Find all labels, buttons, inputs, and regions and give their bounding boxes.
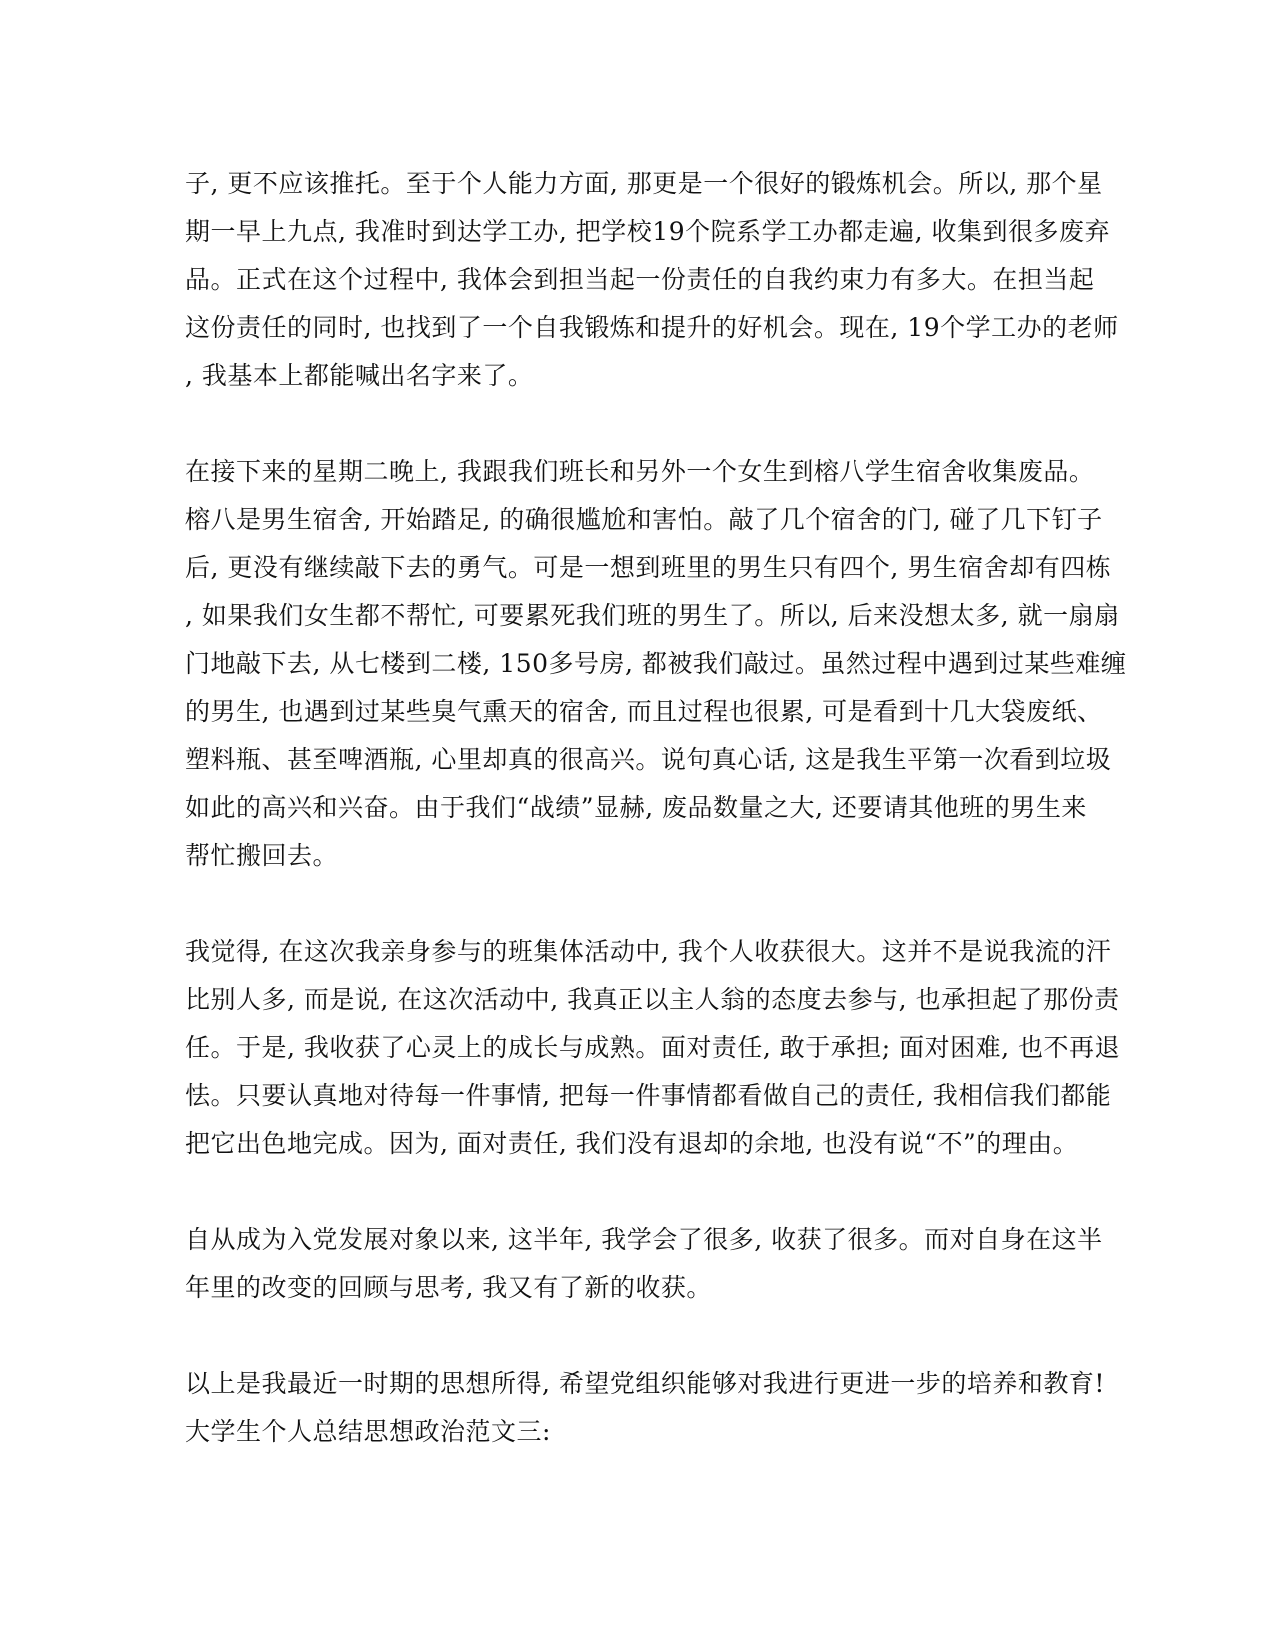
text-line: 比别人多, 而是说, 在这次活动中, 我真正以主人翁的态度去参与, 也承担起了那份责 [185,985,1120,1014]
paragraph-5 [185,1360,1105,1456]
text-line: 自从成为入党发展对象以来, 这半年, 我学会了很多, 收获了很多。而对自身在这半 [185,1225,1103,1254]
text-line: 品。正式在这个过程中, 我体会到担当起一份责任的自我约束力有多大。在担当起 [185,265,1095,294]
text-line: 把它出色地完成。因为, 面对责任, 我们没有退却的余地, 也没有说“不”的理由。 [185,1129,1079,1158]
paragraph-4 [185,1216,1103,1312]
paragraph-spacer [185,1168,1095,1216]
text-line: 帮忙搬回去。 [185,841,339,870]
paragraph-1 [185,160,1119,400]
text-line: 我觉得, 在这次我亲身参与的班集体活动中, 我个人收获很大。这并不是说我流的汗 [185,937,1112,966]
paragraph-3 [185,928,1121,1168]
document-body [185,160,1127,1456]
text-line: 在接下来的星期二晚上, 我跟我们班长和另外一个女生到榕八学生宿舍收集废品。 [185,457,1095,486]
paragraph-spacer [185,400,1095,448]
text-line: 后, 更没有继续敲下去的勇气。可是一想到班里的男生只有四个, 男生宿舍却有四栋 [185,553,1112,582]
paragraph-spacer [185,880,1095,928]
text-line: , 如果我们女生都不帮忙, 可要累死我们班的男生了。所以, 后来没想太多, 就一扇扇 [185,601,1120,630]
text-line: 如此的高兴和兴奋。由于我们“战绩”显赫, 废品数量之大, 还要请其他班的男生来 [185,793,1087,822]
text-line: 以上是我最近一时期的思想所得, 希望党组织能够对我进行更进一步的培养和教育! [185,1369,1105,1398]
text-line: 子, 更不应该推托。至于个人能力方面, 那更是一个很好的锻炼机会。所以, 那个星 [185,169,1103,198]
text-line: , 我基本上都能喊出名字来了。 [185,361,534,390]
text-line: 这份责任的同时, 也找到了一个自我锻炼和提升的好机会。现在, 19个学工办的老师 [185,313,1119,342]
text-line: 怯。只要认真地对待每一件事情, 把每一件事情都看做自己的责任, 我相信我们都能 [185,1081,1112,1110]
text-line: 榕八是男生宿舍, 开始踏足, 的确很尴尬和害怕。敲了几个宿舍的门, 碰了几下钉子 [185,505,1103,534]
text-line: 期一早上九点, 我准时到达学工办, 把学校19个院系学工办都走遍, 收集到很多废弃 [185,217,1110,246]
text-line: 任。于是, 我收获了心灵上的成长与成熟。面对责任, 敢于承担; 面对困难, 也不再退 [185,1033,1121,1062]
paragraph-2 [185,448,1127,880]
text-line: 塑料瓶、甚至啤酒瓶, 心里却真的很高兴。说句真心话, 这是我生平第一次看到垃圾 [185,745,1112,774]
paragraph-spacer [185,1312,1095,1360]
text-line: 门地敲下去, 从七楼到二楼, 150多号房, 都被我们敲过。虽然过程中遇到过某些难缠 [185,649,1127,678]
text-line: 年里的改变的回顾与思考, 我又有了新的收获。 [185,1273,712,1302]
section-heading: 大学生个人总结思想政治范文三: [185,1417,551,1446]
text-line: 的男生, 也遇到过某些臭气熏天的宿舍, 而且过程也很累, 可是看到十几大袋废纸、 [185,697,1103,726]
